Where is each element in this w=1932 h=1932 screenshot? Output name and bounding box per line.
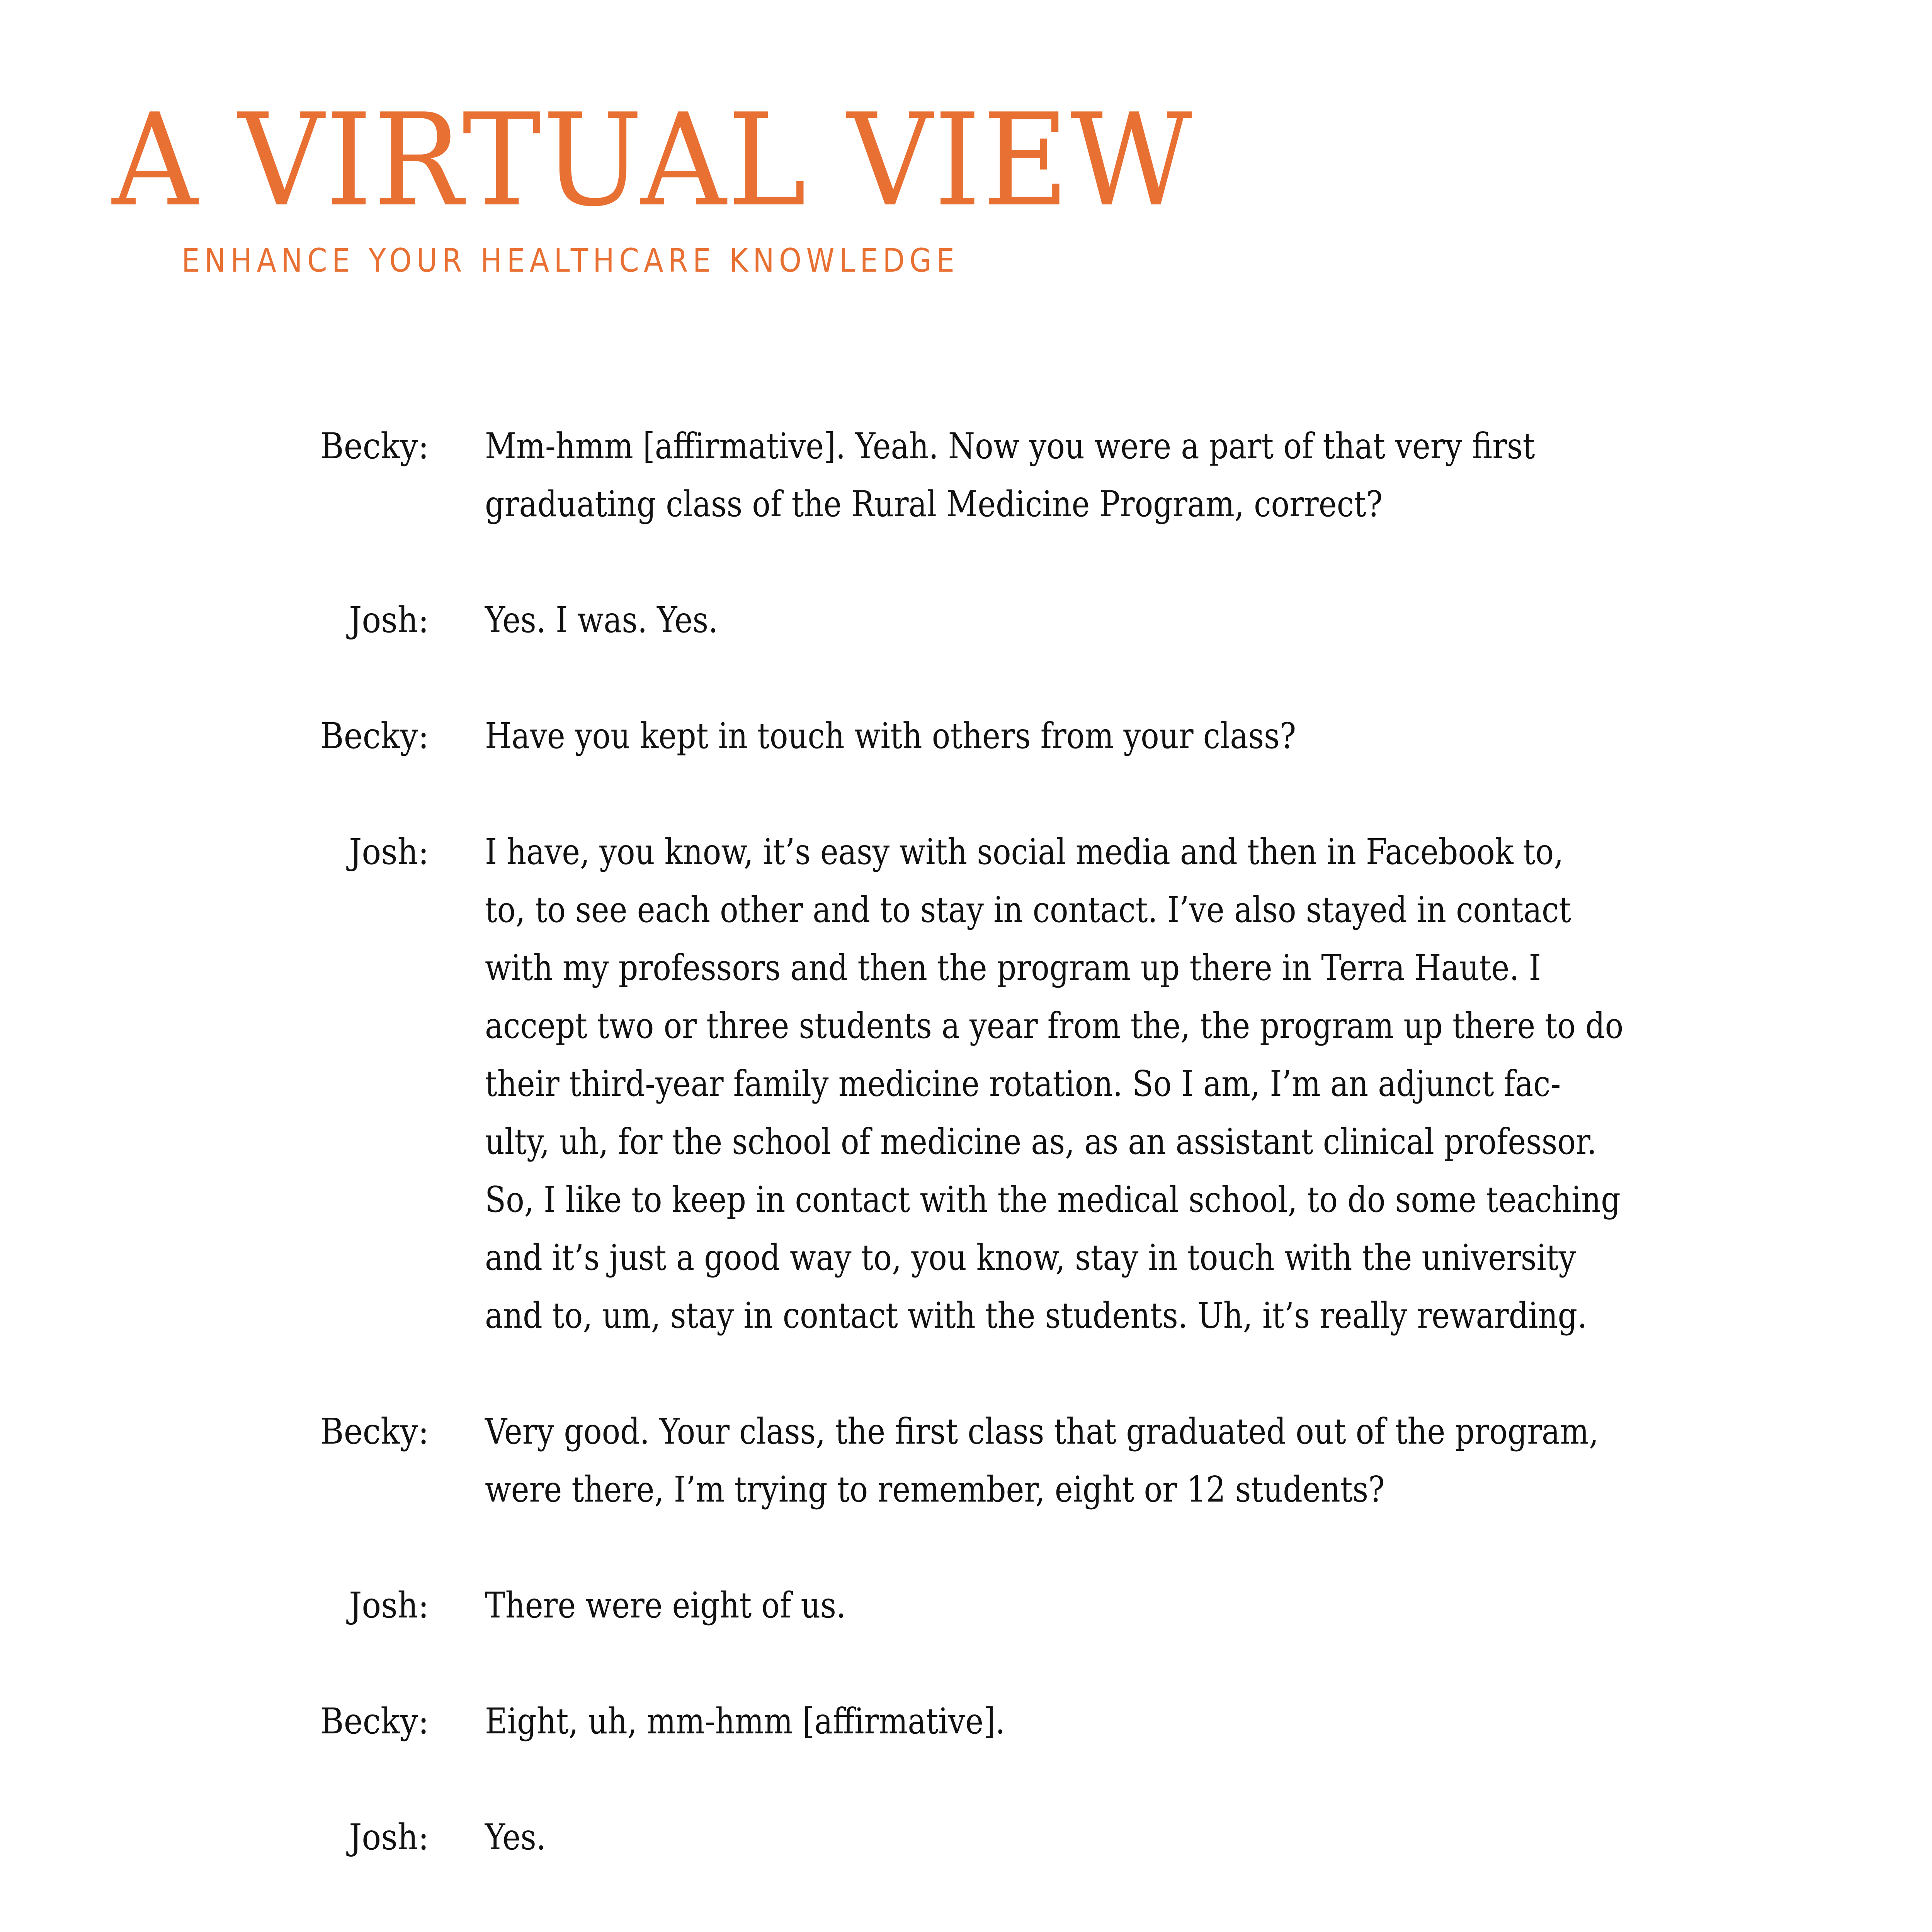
speaker-label: Josh: [349,831,429,872]
utterance-line: to, to see each other and to stay in contact. I’ve also stayed in contact [485,889,1571,930]
utterance-text [485,1808,1861,1866]
utterance-line: So, I like to keep in contact with the medical school, to do some teaching [485,1179,1621,1220]
transcript-turn [0,1577,1932,1634]
utterance-text [485,707,1861,765]
utterance-line: with my professors and then the program up there in Terra Haute. I [485,947,1541,988]
speaker-label [43,1924,429,1932]
utterance-line: accept two or three students a year from the, the program up there to do [485,1005,1624,1046]
transcript-turn [0,591,1932,649]
masthead [112,86,1275,279]
speaker-label: Josh: [349,599,429,641]
utterance-line: their third-year family medicine rotation. So I am, I’m an adjunct fac- [485,1063,1561,1104]
speaker-label: Becky: [320,1701,429,1742]
transcript-turn [0,1924,1932,1932]
utterance-line: Yes. I was. Yes. [485,599,718,641]
utterance-text [485,1692,1861,1750]
speaker-label: Becky: [320,425,429,467]
transcript-turn [0,1692,1932,1750]
speaker-label: Becky: [320,715,429,757]
transcript-turn [0,417,1932,533]
transcript [0,417,1932,1932]
utterance-text [485,417,1861,533]
utterance-text [485,823,1861,1345]
utterance-text [485,1403,1861,1519]
utterance-text [485,1577,1861,1634]
page-subtitle: ENHANCE YOUR HEALTHCARE KNOWLEDGE [182,242,959,279]
utterance-line [485,1924,1668,1932]
transcript-turn [0,823,1932,1345]
utterance-line: There were eight of us. [485,1585,846,1626]
utterance-line: Yes. [485,1816,546,1858]
utterance-text [485,1924,1861,1932]
utterance-line: Have you kept in touch with others from your class? [485,715,1296,757]
utterance-line: and to, um, stay in contact with the students. Uh, it’s really rewarding. [485,1295,1587,1336]
transcript-turn [0,707,1932,765]
utterance-line: Eight, uh, mm-hmm [affirmative]. [485,1701,1005,1742]
speaker-label: Josh: [349,1816,429,1858]
utterance-line: and it’s just a good way to, you know, stay in touch with the university [485,1237,1576,1278]
utterance-line: Mm-hmm [affirmative]. Yeah. Now you were a part of that very first [485,425,1535,467]
utterance-text [485,591,1861,649]
page-title: A VIRTUAL VIEW [112,86,1194,235]
utterance-line: I have, you know, it’s easy with social media and then in Facebook to, [485,831,1564,872]
utterance-line: Very good. Your class, the first class that graduated out of the program, [485,1411,1599,1452]
transcript-turn [0,1808,1932,1866]
transcript-turn [0,1403,1932,1519]
utterance-line: were there, I’m trying to remember, eight or 12 students? [485,1469,1385,1510]
utterance-line: ulty, uh, for the school of medicine as, as an assistant clinical professor. [485,1121,1597,1162]
utterance-line: graduating class of the Rural Medicine Program, correct? [485,483,1383,525]
speaker-label: Josh: [349,1585,429,1626]
speaker-label: Becky: [320,1411,429,1452]
